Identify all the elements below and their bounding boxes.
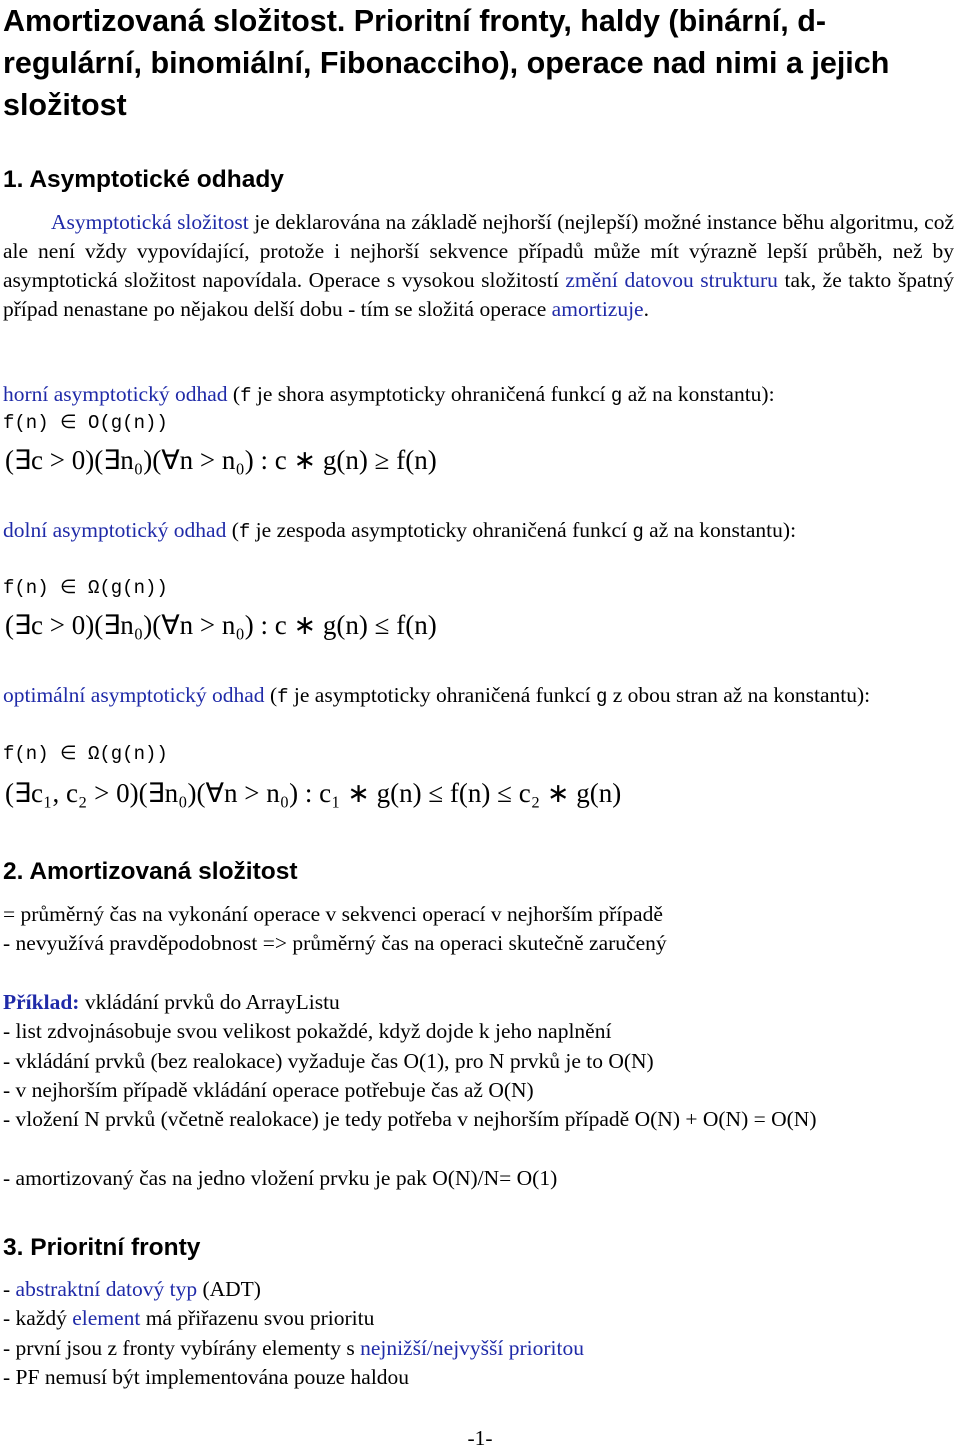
term-zmeni-datovou-strukturu: změní datovou strukturu: [565, 268, 778, 292]
upper-f: f: [240, 385, 252, 407]
upper-bound-notation: f(n) ∈ O(g(n)): [3, 412, 168, 434]
paragraph-text-2: tak, že takto špatný případ nenastane po nějakou delší dobu - tím se složitá operace: [3, 268, 954, 321]
page-title: Amortizovaná složitost. Prioritní fronty, haldy (binární, d-regulární, binomiální, Fibonacciho), operace nad nimi a jejich složitost: [3, 4, 890, 122]
section-2-line-1: = průměrný čas na vykonání operace v sekvenci operací v nejhorším případě: [3, 902, 663, 926]
optimal-mid: je asymptoticky ohraničená funkcí: [288, 683, 596, 707]
section-2-heading: 2. Amortizovaná složitost: [3, 858, 298, 885]
l2-pre: - každý: [3, 1306, 73, 1330]
l1-post: (ADT): [197, 1277, 261, 1301]
term-asymptoticka-slozitost: Asymptotická složitost: [51, 210, 249, 234]
example-line-2: - vkládání prvků (bez realokace) vyžaduje čas O(1), pro N prvků je to O(N): [3, 1049, 654, 1073]
example-label: Příklad:: [3, 990, 80, 1014]
optimal-post: z obou stran až na konstantu):: [607, 683, 871, 707]
lower-mid: je zespoda asymptoticky ohraničená funkcí: [250, 518, 633, 542]
upper-bound-definition: [3, 380, 954, 411]
upper-g: g: [610, 385, 623, 407]
upper-post: až na konstantu):: [622, 382, 775, 406]
section-3-line-4: - PF nemusí být implementována pouze haldou: [3, 1365, 410, 1389]
term-element: element: [72, 1306, 141, 1330]
term-amortizuje: amortizuje: [551, 297, 644, 321]
paragraph-text-1: je deklarována na základě nejhorší (nejlepší) možné instance běhu algoritmu, což ale není vždy vypovídající, protože i nejhorší sekvence případů může mít výrazně lepší průběh, než by asymptotická složitost napovídala. Operace s vysokou složitostí: [3, 210, 954, 292]
lower-bound-definition: [3, 516, 954, 547]
section-3-line-2: [3, 1304, 954, 1333]
page-number: -1-: [467, 1426, 493, 1450]
term-abstraktni-datovy-typ: abstraktní datový typ: [15, 1277, 198, 1301]
example-line-5: - amortizovaný čas na jedno vložení prvku je pak O(N)/N= O(1): [3, 1166, 558, 1190]
section-3-line-1: [3, 1275, 954, 1304]
upper-bound-formula: (∃c > 0)(∃n₀)(∀n > n₀) : c ∗ g(n) ≥ f(n): [5, 445, 437, 475]
optimal-bound-notation: f(n) ∈ Ω(g(n)): [3, 743, 168, 765]
section-1-heading: 1. Asymptotické odhady: [3, 166, 284, 193]
example-heading: [3, 988, 954, 1017]
lower-g: g: [632, 521, 644, 543]
lower-bound-formula: (∃c > 0)(∃n₀)(∀n > n₀) : c ∗ g(n) ≤ f(n): [5, 610, 437, 640]
section-2-line-2: - nevyužívá pravděpodobnost => průměrný čas na operaci skutečně zaručený: [3, 931, 667, 955]
lower-post: až na konstantu):: [643, 518, 797, 542]
upper-pre: (: [227, 382, 241, 406]
paragraph-text-3: .: [643, 297, 649, 321]
example-line-3: - v nejhorším případě vkládání operace potřebuje čas až O(N): [3, 1078, 534, 1102]
lower-f: f: [238, 521, 251, 543]
example-line-1: - list zdvojnásobuje svou velikost pokaždé, když dojde k jeho naplnění: [3, 1019, 612, 1043]
optimal-f: f: [277, 686, 289, 708]
lower-pre: (: [226, 518, 239, 542]
example-line-4: - vložení N prvků (včetně realokace) je tedy potřeba v nejhorším případě O(N) + O(N) = O(N): [3, 1107, 817, 1131]
lower-bound-notation: f(n) ∈ Ω(g(n)): [3, 577, 168, 599]
term-dolni-odhad: dolní asymptotický odhad: [3, 518, 227, 542]
upper-mid: je shora asymptoticky ohraničená funkcí: [251, 382, 611, 406]
l2-post: má přiřazenu svou prioritu: [140, 1306, 375, 1330]
section-3-heading: 3. Prioritní fronty: [3, 1234, 201, 1261]
optimal-pre: (: [264, 683, 278, 707]
example-text: vkládání prvků do ArrayListu: [79, 990, 340, 1014]
term-optimalni-odhad: optimální asymptotický odhad: [3, 683, 265, 707]
section-1-paragraph: [3, 208, 954, 324]
optimal-g: g: [595, 686, 608, 708]
l3-pre: - první jsou z fronty vybírány elementy s: [3, 1336, 361, 1360]
term-nejnizsi-nejvyssi-prioritou: nejnižší/nejvyšší prioritou: [360, 1336, 584, 1360]
optimal-bound-definition: [3, 681, 954, 712]
l1-pre: -: [3, 1277, 16, 1301]
section-3-line-3: [3, 1334, 954, 1363]
term-horni-odhad: horní asymptotický odhad: [3, 382, 228, 406]
optimal-bound-formula: (∃c₁, c₂ > 0)(∃n₀)(∀n > n₀) : c₁ ∗ g(n) ≤ f(n) ≤ c₂ ∗ g(n): [5, 778, 622, 808]
